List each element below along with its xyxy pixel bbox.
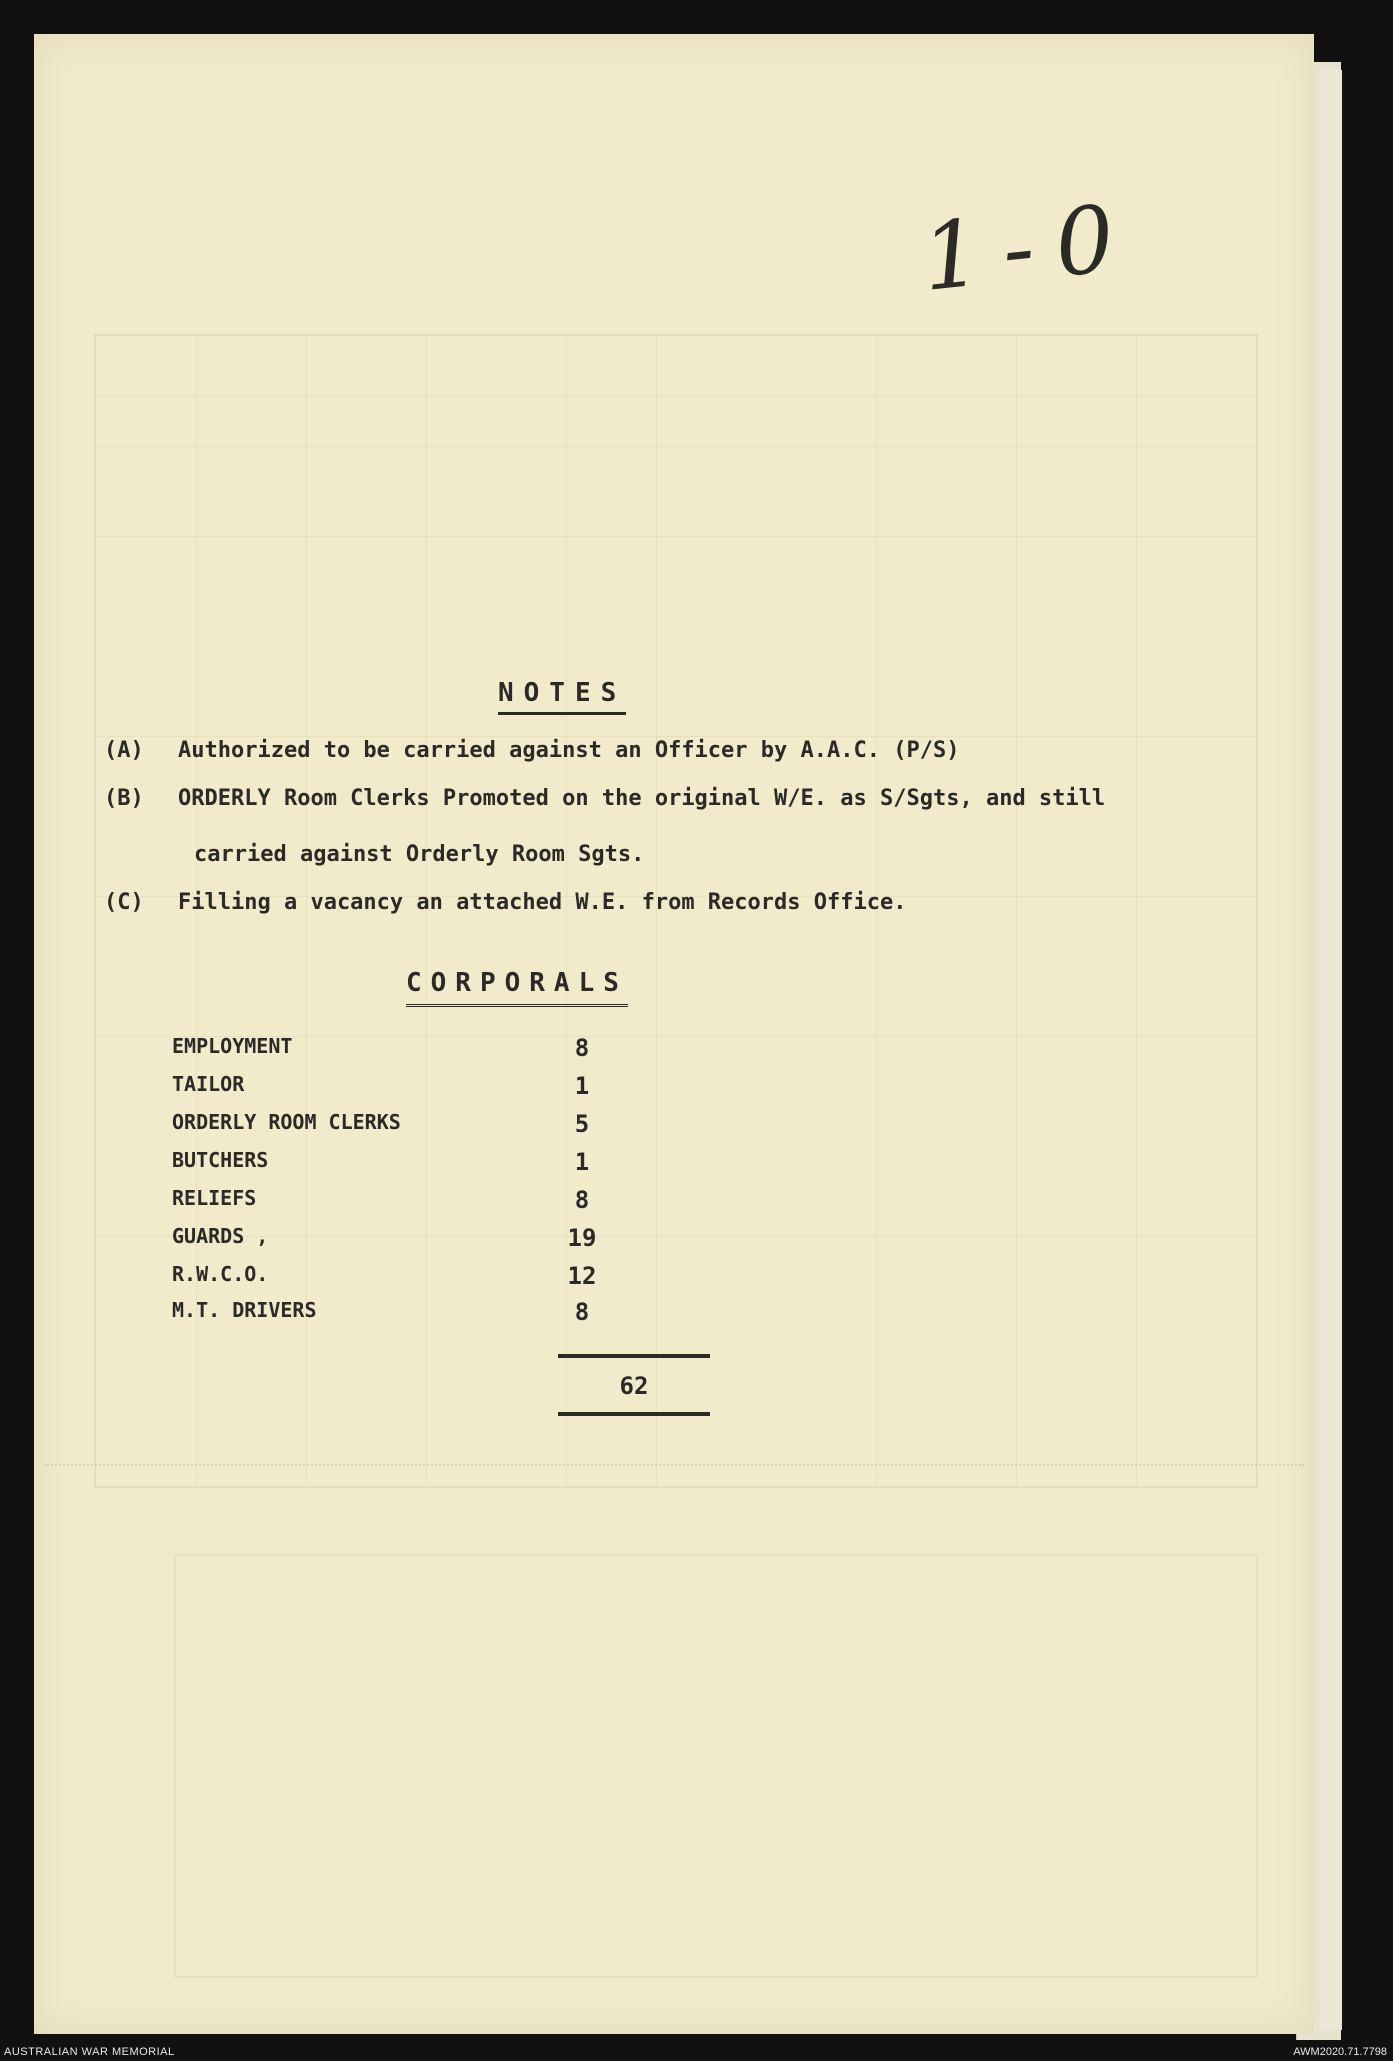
note-label: (C) <box>104 890 144 915</box>
corporals-row-count: 19 <box>567 1224 597 1252</box>
corporals-row-count: 8 <box>574 1298 590 1326</box>
note-text: carried against Orderly Room Sgts. <box>194 842 645 867</box>
notes-heading: NOTES <box>498 678 626 715</box>
total-rule-bottom <box>558 1412 710 1416</box>
note-text: Authorized to be carried against an Officer by A.A.C. (P/S) <box>178 738 960 763</box>
corporals-row-name: TAILOR <box>172 1072 245 1096</box>
corporals-row-count: 8 <box>574 1186 590 1214</box>
corporals-row-name: R.W.C.O. <box>172 1262 269 1286</box>
note-label: (A) <box>104 738 144 763</box>
note-c <box>104 890 906 915</box>
note-b-continuation <box>194 842 644 867</box>
note-label: (B) <box>104 786 144 811</box>
note-b <box>104 786 1105 811</box>
institution-credit: AUSTRALIAN WAR MEMORIAL <box>4 2046 175 2058</box>
corporals-row-count: 1 <box>574 1148 590 1176</box>
corporals-row-count: 5 <box>574 1110 590 1138</box>
note-text: ORDERLY Room Clerks Promoted on the original W/E. as S/Sgts, and still <box>178 786 1106 811</box>
note-a <box>104 738 959 763</box>
corporals-total: 62 <box>619 1372 649 1400</box>
bleed-through-lower-table <box>174 1554 1258 1978</box>
corporals-heading: CORPORALS <box>406 968 628 1007</box>
note-text: Filling a vacancy an attached W.E. from Records Office. <box>178 890 907 915</box>
underlying-sheet-edge <box>1320 70 1342 2030</box>
corporals-row-name: ORDERLY ROOM CLERKS <box>172 1110 401 1134</box>
total-rule-top <box>558 1354 710 1358</box>
corporals-row-count: 8 <box>574 1034 590 1062</box>
corporals-row-count: 1 <box>574 1072 590 1100</box>
corporals-row-name: BUTCHERS <box>172 1148 269 1172</box>
perforation-line <box>44 1464 1304 1466</box>
accession-number: AWM2020.71.7798 <box>1293 2046 1387 2058</box>
document-page <box>34 34 1314 2034</box>
corporals-row-count: 12 <box>567 1262 597 1290</box>
corporals-row-name: RELIEFS <box>172 1186 257 1210</box>
corporals-row-name: M.T. DRIVERS <box>172 1298 317 1322</box>
handwritten-folio-number: 1-0 <box>916 183 1142 312</box>
corporals-row-name: GUARDS , <box>172 1224 269 1248</box>
corporals-row-name: EMPLOYMENT <box>172 1034 293 1058</box>
